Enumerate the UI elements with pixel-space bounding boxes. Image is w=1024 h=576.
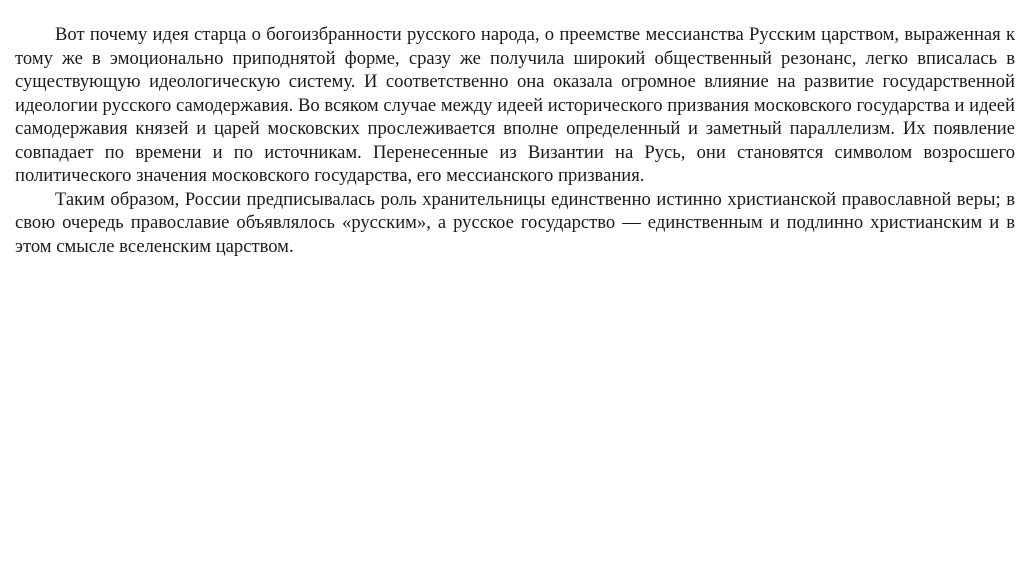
paragraph-2: Таким образом, России предписывалась роль хранительницы единственно истинно христианской православной веры; в свою очередь православие объявлялось «русским», а русское государство — единственным и подлинно христианским и в этом смысле вселенским царством. [15,188,1015,257]
paragraph-1: Вот почему идея старца о богоизбранности русского народа, о преемстве мессианства Русским царством, выраженная к тому же в эмоционально приподнятой форме, сразу же получила широкий общественный резонанс, легко вписалась в существующую идеологическую систему. И соответственно она оказала огромное влияние на развитие государственной идеологии русского самодержавия. Во всяком случае между идеей исторического призвания московского государства и идеей самодержавия князей и царей московских прослеживается вполне определенный и заметный параллелизм. Их появление совпадает по времени и по источникам. Перенесенные из Византии на Русь, они становятся символом возросшего политического значения московского государства, его мессианского призвания. [15,24,1015,186]
